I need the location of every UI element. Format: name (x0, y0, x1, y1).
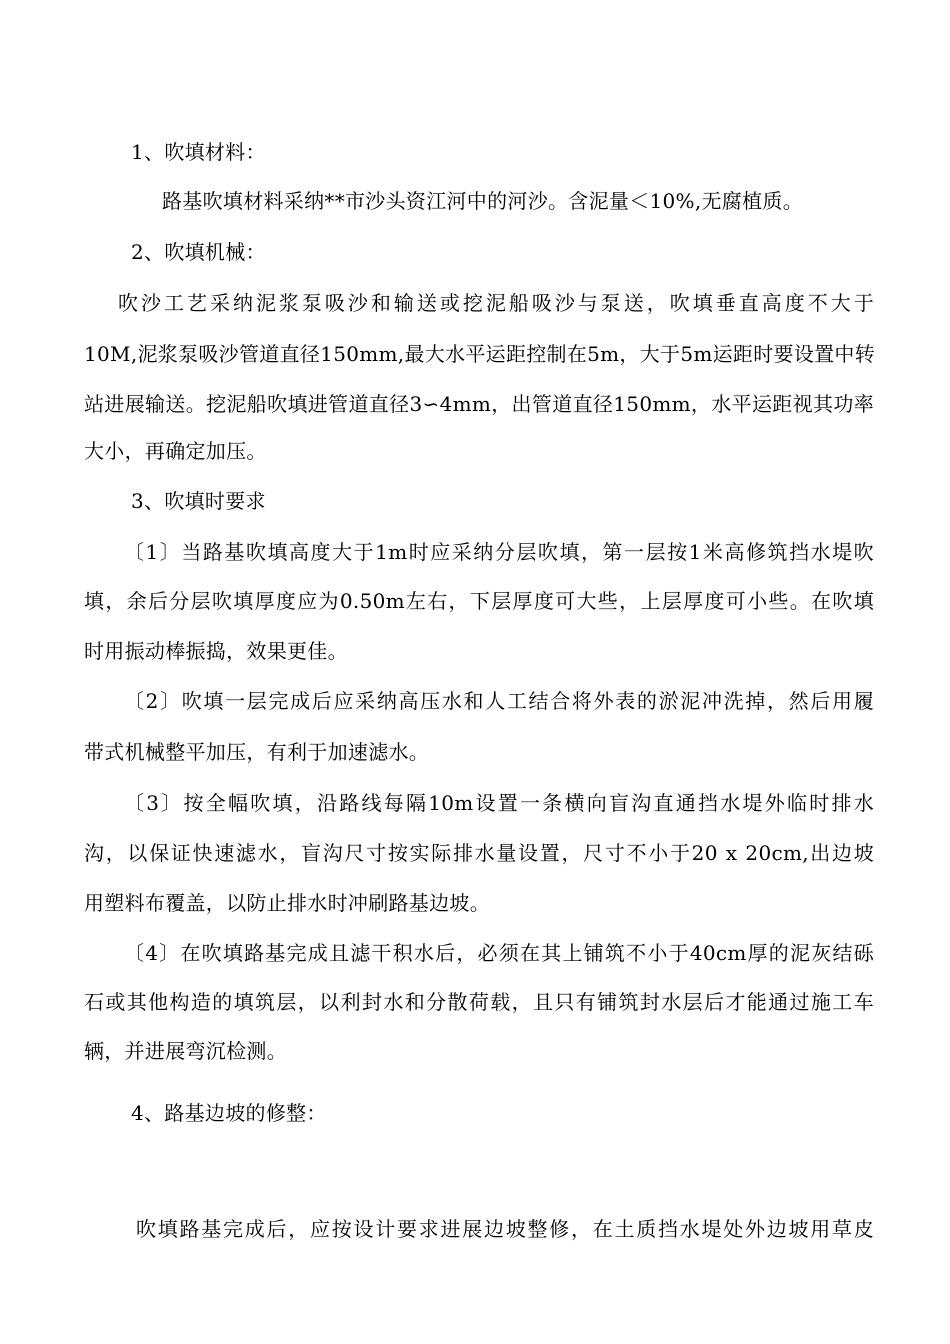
requirement-4-line-3: 辆，并进展弯沉检测。 (84, 1039, 287, 1063)
requirement-3-line-3: 用塑料布覆盖，以防止排水时冲刷路基边坡。 (84, 891, 490, 915)
paragraph-slope-trimming-line-1: 吹填路基完成后，应按设计要求进展边坡整修，在土质挡水堤处外边坡用草皮 (136, 1217, 874, 1241)
requirement-3-line-1: 〔3〕按全幅吹填，沿路线每隔10m设置一条横向盲沟直通挡水堤外临时排水 (124, 791, 874, 815)
requirement-3-line-2: 沟，以保证快速滤水，盲沟尺寸按实际排水量设置，尺寸不小于20 x 20cm,出边坡 (84, 841, 874, 865)
paragraph-materials: 路基吹填材料采纳**市沙头资江河中的河沙。含泥量＜10%,无腐植质。 (162, 189, 804, 213)
heading-slope-trimming: 4、路基边坡的修整： (131, 1101, 327, 1125)
requirement-1-line-2: 填，余后分层吹填厚度应为0.50m左右，下层厚度可大些，上层厚度可小些。在吹填 (84, 589, 874, 613)
heading-materials: 1、吹填材料： (131, 140, 266, 164)
heading-requirements: 3、吹填时要求 (131, 489, 266, 513)
requirement-2-line-1: 〔2〕吹填一层完成后应采纳高压水和人工结合将外表的淤泥冲洗掉，然后用履 (124, 689, 874, 713)
requirement-2-line-2: 带式机械整平加压，有利于加速滤水。 (84, 740, 430, 764)
requirement-1-line-1: 〔1〕当路基吹填高度大于1m时应采纳分层吹填，第一层按1米高修筑挡水堤吹 (124, 540, 874, 564)
requirement-4-line-2: 石或其他构造的填筑层，以利封水和分散荷载，且只有铺筑封水层后才能通过施工车 (84, 990, 874, 1014)
heading-machinery: 2、吹填机械： (131, 240, 266, 264)
requirement-1-line-3: 时用振动棒振捣，效果更佳。 (84, 639, 348, 663)
paragraph-machinery-line-2: 10M,泥浆泵吸沙管道直径150mm,最大水平运距控制在5m，大于5m运距时要设置中转 (84, 342, 876, 366)
paragraph-machinery-line-3: 站进展输送。挖泥船吹填进管道直径3∽4mm，出管道直径150mm，水平运距视其功率 (84, 392, 874, 416)
paragraph-machinery-line-4: 大小，再确定加压。 (84, 439, 267, 463)
requirement-4-line-1: 〔4〕在吹填路基完成且滤干积水后，必须在其上铺筑不小于40cm厚的泥灰结砾 (124, 941, 874, 965)
paragraph-machinery-line-1: 吹沙工艺采纳泥浆泵吸沙和输送或挖泥船吸沙与泵送，吹填垂直高度不大于 (118, 291, 874, 315)
